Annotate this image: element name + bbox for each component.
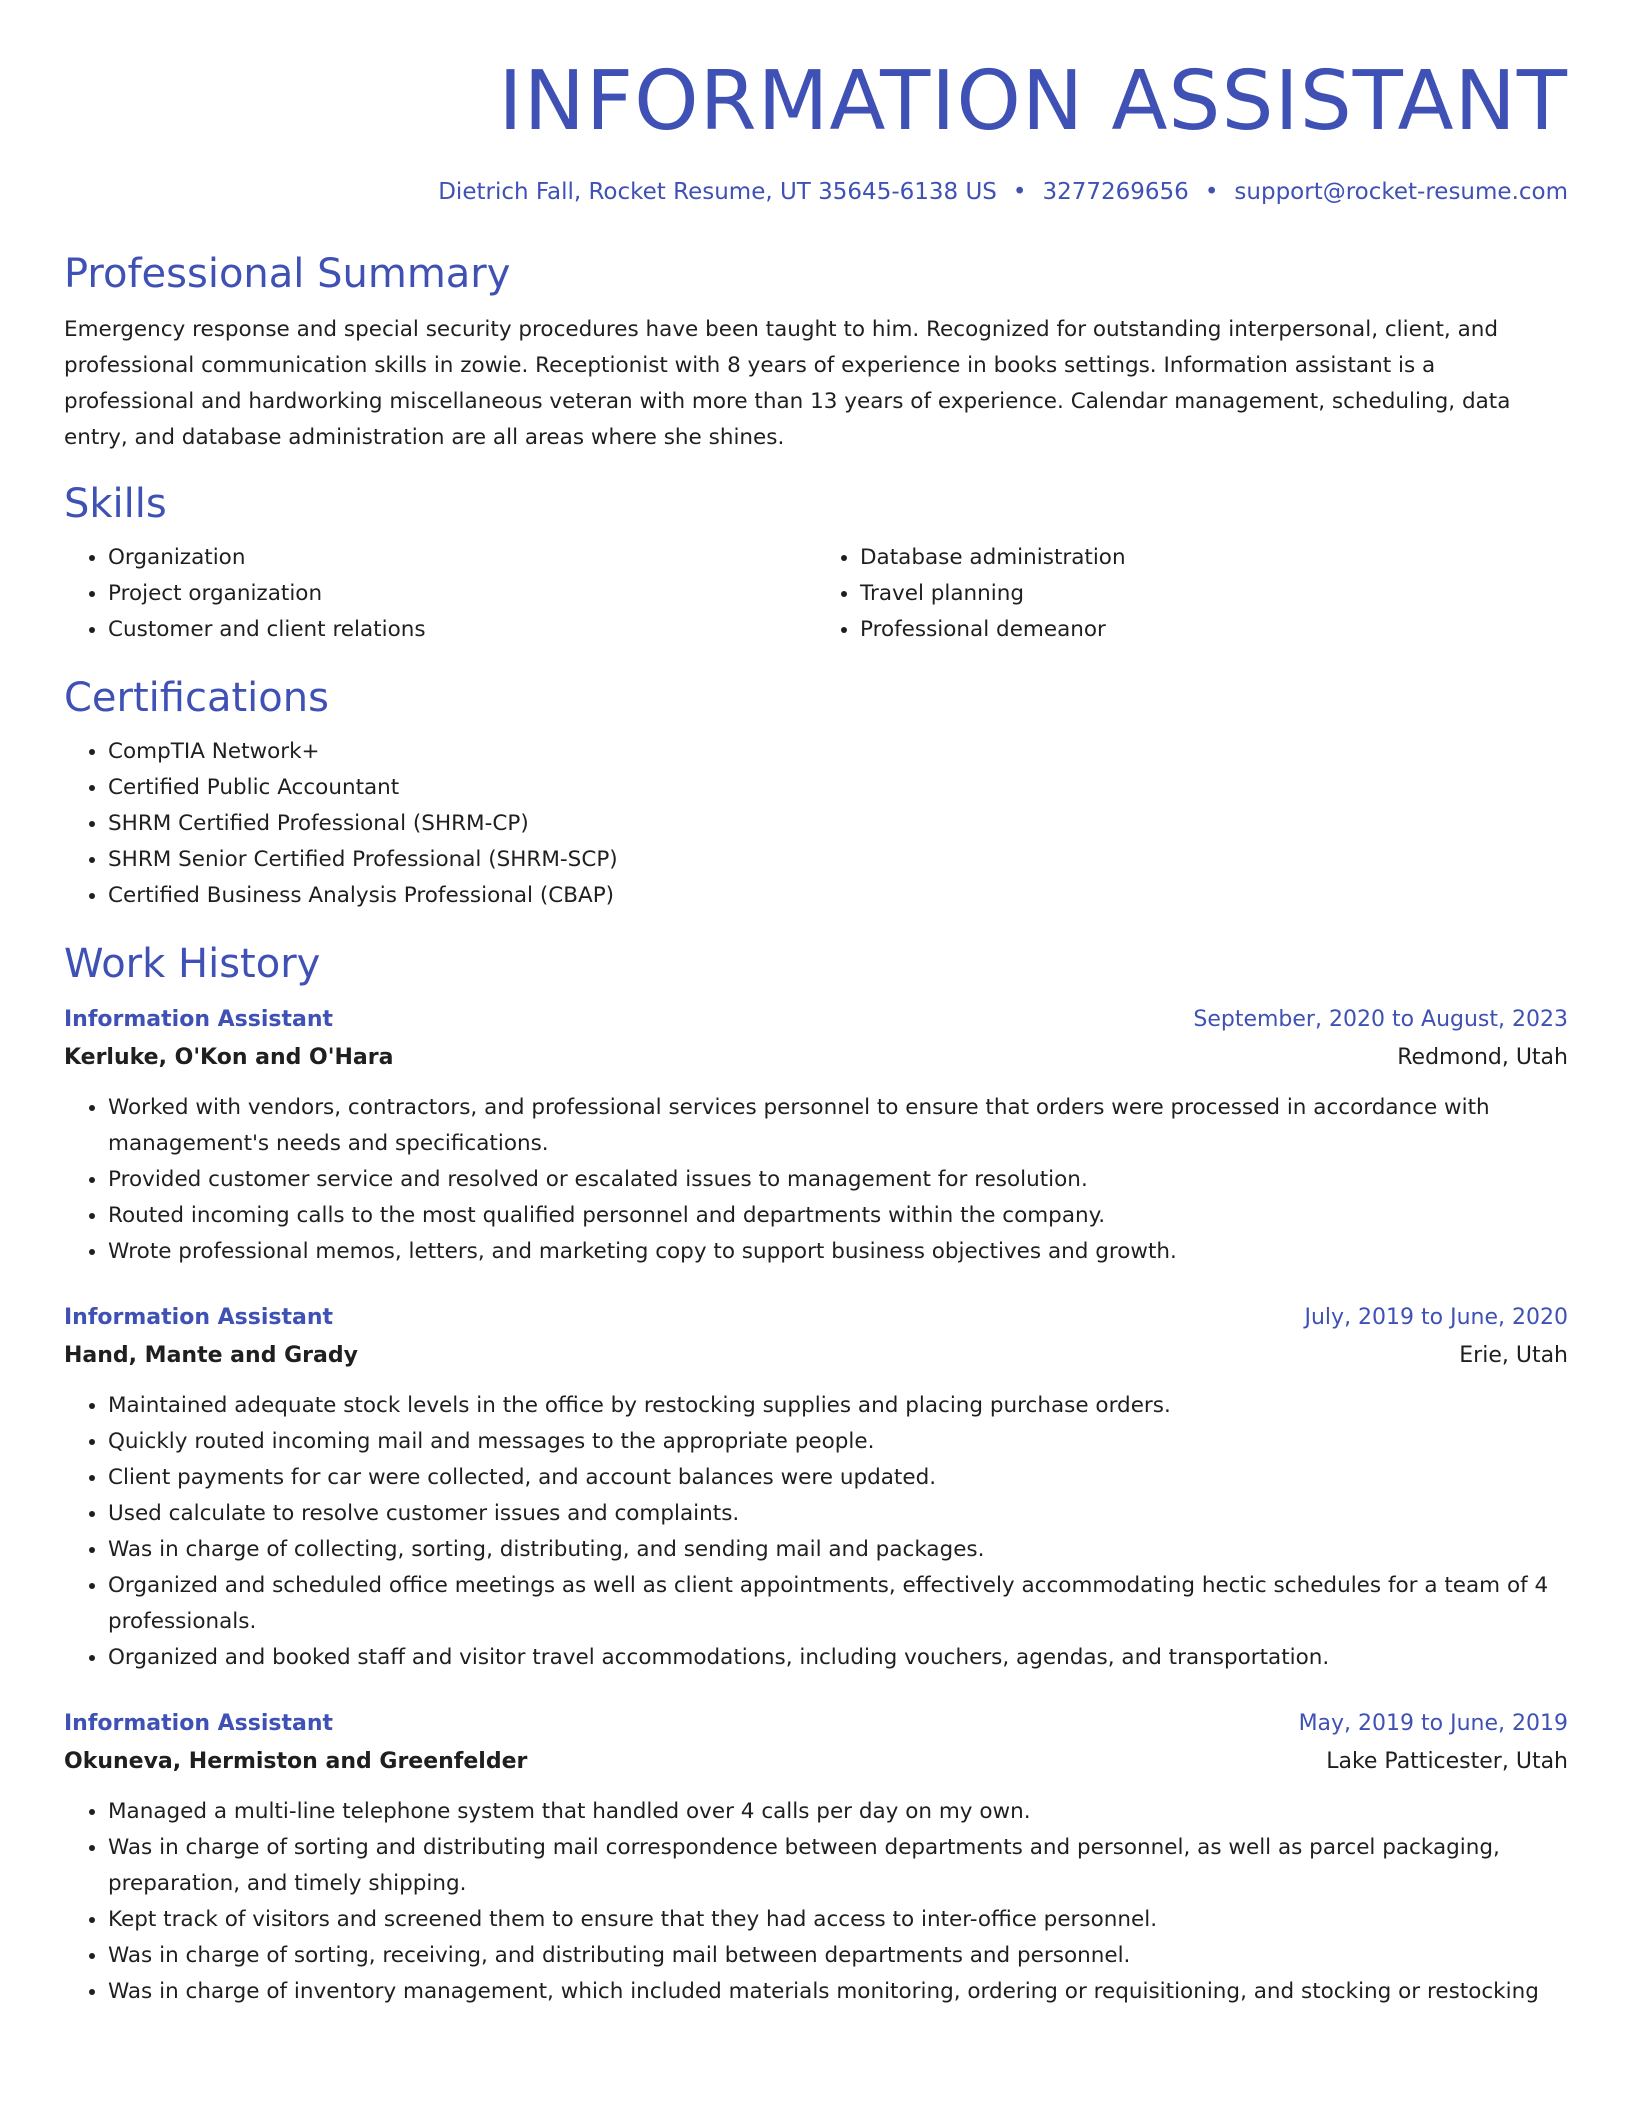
- contact-address: Dietrich Fall, Rocket Resume, UT 35645-6138 US: [438, 179, 997, 205]
- resume-header: [64, 52, 1568, 208]
- job-entry: [64, 1706, 1568, 2010]
- contact-separator: •: [1204, 179, 1219, 205]
- job-bullet: • Client payments for car were collected, and account balances were updated.: [108, 1460, 1568, 1496]
- certifications-heading: Certifications: [64, 675, 329, 721]
- contact-separator: •: [1012, 179, 1027, 205]
- job-title: Information Assistant: [64, 1007, 334, 1032]
- job-company: Kerluke, O'Kon and O'Hara: [64, 1045, 394, 1070]
- job-title: Information Assistant: [64, 1305, 334, 1330]
- job-bullet: • Wrote professional memos, letters, and marketing copy to support business objectives and growth.: [108, 1234, 1568, 1270]
- job-entry: [64, 1300, 1568, 1676]
- job-company: Okuneva, Hermiston and Greenfelder: [64, 1749, 528, 1774]
- job-bullet: • Was in charge of sorting, receiving, and distributing mail between departments and personnel.: [108, 1938, 1568, 1974]
- skill-item: • Database administration: [860, 540, 1568, 576]
- work-history-heading: Work History: [64, 941, 321, 987]
- job-bullets: [64, 1794, 1568, 2010]
- job-location: Erie, Utah: [1459, 1343, 1568, 1368]
- skill-item: • Customer and client relations: [108, 612, 816, 648]
- job-bullet: • Maintained adequate stock levels in the office by restocking supplies and placing purchase orders.: [108, 1388, 1568, 1424]
- certification-item: • Certified Public Accountant: [108, 770, 1568, 806]
- job-bullet: • Organized and booked staff and visitor travel accommodations, including vouchers, agendas, and transportation.: [108, 1640, 1568, 1676]
- job-bullet: • Used calculate to resolve customer issues and complaints.: [108, 1496, 1568, 1532]
- certification-item: • CompTIA Network+: [108, 734, 1568, 770]
- job-bullet: • Organized and scheduled office meetings as well as client appointments, effectively accommodating hectic schedules for a team of 4 professionals.: [108, 1568, 1568, 1640]
- contact-phone: 3277269656: [1042, 179, 1189, 205]
- resume-page: [64, 0, 1568, 2010]
- job-bullet: • Worked with vendors, contractors, and professional services personnel to ensure that orders were processed in accordance with management's needs and specifications.: [108, 1090, 1568, 1162]
- job-location: Lake Patticester, Utah: [1326, 1749, 1568, 1774]
- contact-line: [64, 176, 1568, 208]
- job-bullet: • Was in charge of sorting and distributing mail correspondence between departments and personnel, as well as parcel packaging, preparation, and timely shipping.: [108, 1830, 1568, 1902]
- job-dates: May, 2019 to June, 2019: [1298, 1711, 1568, 1736]
- job-bullet: • Was in charge of inventory management, which included materials monitoring, ordering or requisitioning, and stocking or restocking: [108, 1974, 1568, 2010]
- job-bullet: • Quickly routed incoming mail and messages to the appropriate people.: [108, 1424, 1568, 1460]
- job-bullet: • Was in charge of collecting, sorting, distributing, and sending mail and packages.: [108, 1532, 1568, 1568]
- job-entry: [64, 1002, 1568, 1270]
- job-bullet: • Routed incoming calls to the most qualified personnel and departments within the company.: [108, 1198, 1568, 1234]
- skills-column-right: [816, 540, 1568, 648]
- certification-item: • SHRM Senior Certified Professional (SHRM-SCP): [108, 842, 1568, 878]
- job-location: Redmond, Utah: [1397, 1045, 1568, 1070]
- job-bullets: [64, 1388, 1568, 1676]
- contact-email: support@rocket-resume.com: [1234, 179, 1568, 205]
- job-bullet: • Kept track of visitors and screened them to ensure that they had access to inter-office personnel.: [108, 1902, 1568, 1938]
- certification-item: • SHRM Certified Professional (SHRM-CP): [108, 806, 1568, 842]
- skills-column-left: [64, 540, 816, 648]
- summary-text: Emergency response and special security procedures have been taught to him. Recognized for outstanding interpersonal, client, and professional communication skills in zowie. Receptionist with 8 years of experience in books settings. Information assistant is a professional and hardworking miscellaneous veteran with more than 13 years of experience. Calendar management, scheduling, data entry, and database administration are all areas where she shines.: [64, 317, 1511, 450]
- skill-item: • Organization: [108, 540, 816, 576]
- job-company: Hand, Mante and Grady: [64, 1343, 358, 1368]
- resume-name: INFORMATION ASSISTANT: [498, 54, 1568, 149]
- job-bullet: • Provided customer service and resolved or escalated issues to management for resolution.: [108, 1162, 1568, 1198]
- job-bullets: [64, 1090, 1568, 1270]
- summary-heading: Professional Summary: [64, 251, 511, 297]
- skill-item: • Project organization: [108, 576, 816, 612]
- certification-item: • Certified Business Analysis Professional (CBAP): [108, 878, 1568, 914]
- skills-heading: Skills: [64, 481, 167, 527]
- skills-list: [64, 540, 1568, 648]
- skill-item: • Travel planning: [860, 576, 1568, 612]
- job-dates: September, 2020 to August, 2023: [1193, 1007, 1568, 1032]
- skill-item: • Professional demeanor: [860, 612, 1568, 648]
- job-dates: July, 2019 to June, 2020: [1304, 1305, 1568, 1330]
- job-title: Information Assistant: [64, 1711, 334, 1736]
- certifications-list: [64, 734, 1568, 914]
- job-bullet: • Managed a multi-line telephone system that handled over 4 calls per day on my own.: [108, 1794, 1568, 1830]
